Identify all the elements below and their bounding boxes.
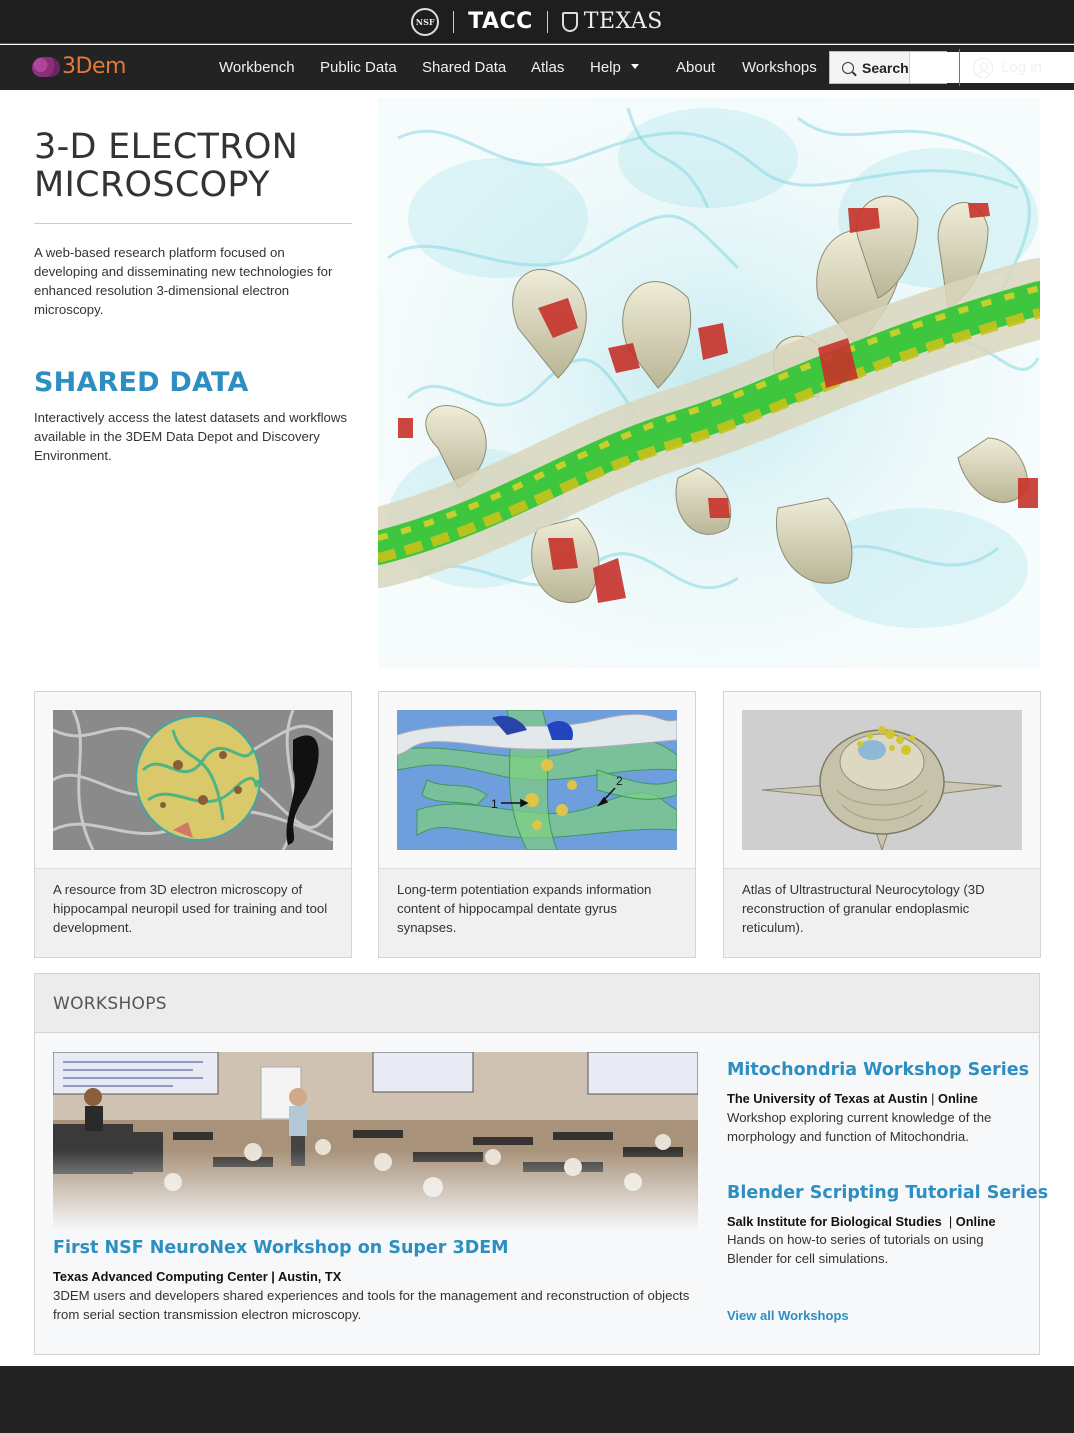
partner-divider bbox=[547, 11, 548, 33]
card-image-frame bbox=[379, 692, 695, 869]
footer bbox=[0, 1366, 1074, 1433]
card-hippocampal-neuropil[interactable] bbox=[34, 691, 352, 958]
tacc-logo[interactable]: TACC bbox=[468, 9, 533, 34]
card-caption: Long-term potentiation expands information content of hippocampal dentate gyrus synapses. bbox=[397, 882, 652, 935]
nav-item-about[interactable]: About bbox=[676, 59, 716, 76]
texas-label: TEXAS bbox=[583, 9, 663, 34]
texas-logo[interactable] bbox=[562, 9, 663, 34]
nsf-logo[interactable] bbox=[411, 8, 439, 36]
partner-bar bbox=[0, 0, 1074, 44]
workshop-title-link[interactable]: Mitochondria Workshop Series bbox=[727, 1060, 1030, 1080]
search-icon bbox=[842, 62, 854, 74]
search-button[interactable] bbox=[830, 52, 910, 83]
workshop-institution: Salk Institute for Biological Studies bbox=[727, 1214, 942, 1229]
nav-item-atlas[interactable]: Atlas bbox=[531, 59, 565, 76]
nav-item-help[interactable] bbox=[590, 45, 639, 90]
nav-item-workshops[interactable]: Workshops bbox=[742, 59, 817, 76]
search-button-label: Search bbox=[862, 59, 909, 76]
workshop-photo[interactable] bbox=[53, 1052, 698, 1230]
nav-item-public-data[interactable]: Public Data bbox=[320, 59, 397, 76]
card-ultrastructural-atlas[interactable] bbox=[723, 691, 1041, 958]
workshop-location: Online bbox=[955, 1214, 996, 1229]
nav-item-help-label: Help bbox=[590, 59, 621, 76]
workshops-heading: WORKSHOPS bbox=[53, 994, 167, 1014]
nav-divider bbox=[959, 49, 960, 86]
workshop-meta: The University of Texas at Austin | Online bbox=[727, 1091, 978, 1106]
hero-description: A web-based research platform focused on developing and disseminating new technologies for enhanced resolution 3-dimensional electron microscopy. bbox=[34, 245, 333, 317]
brain-icon bbox=[32, 57, 60, 77]
login-link[interactable] bbox=[973, 45, 1042, 90]
page-title: 3-D ELECTRON MICROSCOPY bbox=[34, 127, 299, 205]
search-box bbox=[829, 51, 947, 84]
arrow-label-1: 1 bbox=[491, 797, 498, 811]
workshop-location: Online bbox=[937, 1091, 978, 1106]
shield-icon bbox=[562, 12, 578, 32]
workshops-panel bbox=[34, 973, 1049, 1355]
nav-item-workbench[interactable]: Workbench bbox=[219, 59, 295, 76]
caret-down-icon bbox=[631, 64, 639, 69]
login-label: Log in bbox=[1001, 59, 1042, 76]
main-nav bbox=[0, 45, 1074, 90]
workshop-title-link[interactable]: First NSF NeuroNex Workshop on Super 3DEM bbox=[53, 1238, 509, 1258]
user-icon bbox=[973, 58, 993, 78]
brand-name: 3Dem bbox=[62, 54, 126, 79]
workshop-institution: Texas Advanced Computing Center bbox=[53, 1269, 268, 1284]
workshop-description: 3DEM users and developers shared experiences and tools for the management and reconstruction of objects from serial section transmission electron microscopy. bbox=[53, 1288, 690, 1322]
shared-data-heading[interactable]: SHARED DATA bbox=[34, 367, 249, 398]
title-divider bbox=[34, 223, 352, 224]
shared-data-description: Interactively access the latest datasets and workflows available in the 3DEM Data Depot and Discovery Environment. bbox=[34, 410, 347, 463]
arrow-label-2: 2 bbox=[616, 774, 623, 788]
partner-divider bbox=[453, 11, 454, 33]
card-caption: A resource from 3D electron microscopy of hippocampal neuropil used for training and tool development. bbox=[53, 882, 328, 935]
card-ltp-synapses[interactable] bbox=[378, 691, 696, 958]
neuron-reconstruction-image bbox=[742, 710, 1022, 850]
nav-item-shared-data[interactable]: Shared Data bbox=[422, 59, 507, 76]
workshop-meta: Texas Advanced Computing Center | Austin, TX bbox=[53, 1269, 342, 1284]
nsf-label: NSF bbox=[415, 16, 435, 27]
workshop-institution: The University of Texas at Austin bbox=[727, 1091, 928, 1106]
workshop-location: Austin, TX bbox=[277, 1269, 342, 1284]
workshop-meta: Salk Institute for Biological Studies | Online bbox=[727, 1214, 996, 1229]
card-caption: Atlas of Ultrastructural Neurocytology (3D reconstruction of granular endoplasmic reticulum). bbox=[742, 882, 985, 935]
dentate-gyrus-image bbox=[397, 710, 677, 850]
card-image-frame bbox=[35, 692, 351, 869]
workshop-description: Workshop exploring current knowledge of the morphology and function of Mitochondria. bbox=[727, 1110, 992, 1144]
brand-logo[interactable] bbox=[32, 54, 126, 79]
workshops-header bbox=[35, 974, 1039, 1033]
workshop-title-link[interactable]: Blender Scripting Tutorial Series bbox=[727, 1183, 1049, 1203]
view-all-workshops-link[interactable]: View all Workshops bbox=[727, 1308, 849, 1323]
neuropil-image bbox=[53, 710, 333, 850]
workshop-description: Hands on how-to series of tutorials on using Blender for cell simulations. bbox=[727, 1232, 984, 1266]
hero-dendrite-image bbox=[378, 98, 1040, 668]
card-image-frame bbox=[724, 692, 1040, 869]
